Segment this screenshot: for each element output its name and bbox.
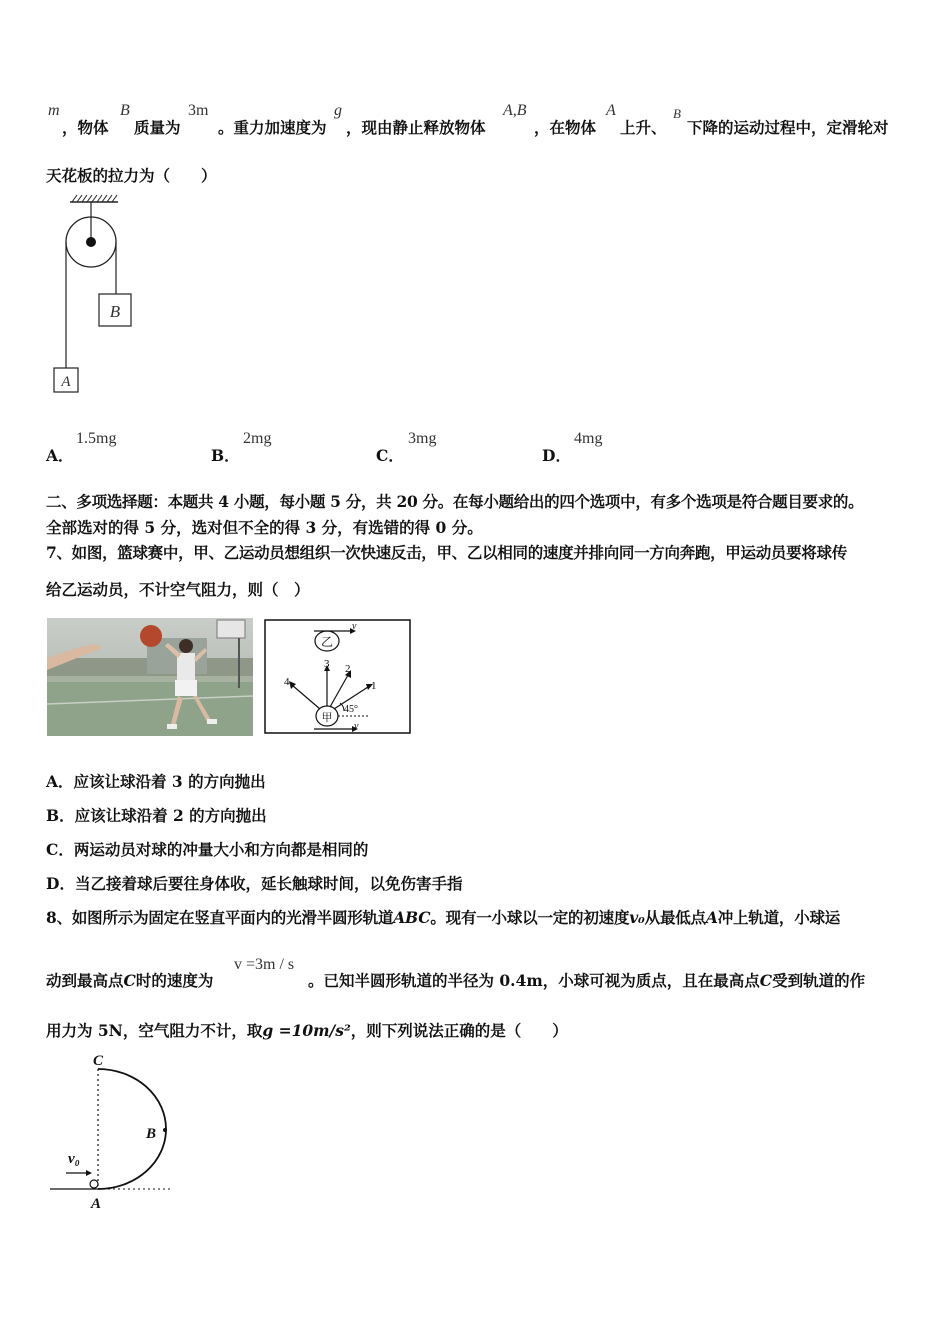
label-3: 3 <box>324 658 330 670</box>
label-4: 4 <box>284 676 290 688</box>
label-jia: 甲 <box>321 712 333 724</box>
q7-option-b[interactable]: B．应该让球沿着 2 的方向抛出 <box>46 806 267 825</box>
stem-text: 用力为 5N，空气阻力不计，取 <box>46 1021 263 1040</box>
q8-stem-line3 <box>46 1019 568 1041</box>
stem-text: 质量为 <box>134 118 181 137</box>
point-b <box>163 1128 167 1132</box>
math-m: m <box>48 102 60 119</box>
basketball-photo <box>47 618 253 736</box>
label-v-top: v <box>352 621 357 632</box>
q7-option-d[interactable]: D．当乙接着球后要往身体收，延长触球时间，以免伤害手指 <box>46 874 463 893</box>
option-value: 4mg <box>574 430 603 447</box>
label-angle: 45° <box>344 704 358 715</box>
block-a-label: A <box>61 374 71 390</box>
stem-text: 冲上轨道，小球运 <box>717 908 841 927</box>
label-1: 1 <box>371 680 377 692</box>
stem-text: 时的速度为 <box>135 971 214 990</box>
stem-text: ，则下列说法正确的是（ ） <box>350 1021 568 1040</box>
stem-text: 从最低点 <box>644 908 706 927</box>
option-letter: C． <box>376 446 404 465</box>
math-a: A <box>705 908 718 927</box>
stem-text: 。现有一小球以一定的初速度 <box>430 908 630 927</box>
stem-text: 动到最高点 <box>46 971 124 990</box>
stem-text: 。已知半圆形轨道的半径为 0.4m，小球可视为质点，且在最高点 <box>308 971 760 990</box>
label-v-bottom: v <box>354 721 359 732</box>
ball <box>90 1180 98 1188</box>
stem-text: 下降的运动过程中，定滑轮对 <box>687 118 889 137</box>
stem-text: ，在物体 <box>534 118 597 137</box>
option-letter: B． <box>211 446 240 465</box>
ceiling-hatch <box>72 195 117 202</box>
q7-option-a[interactable]: A．应该让球沿着 3 的方向抛出 <box>46 772 266 791</box>
math-3m: 3m <box>188 102 209 119</box>
math-c: C <box>123 971 136 990</box>
stem-text: 受到轨道的作 <box>772 971 866 990</box>
label-yi: 乙 <box>320 635 334 649</box>
label-v0: v₀ <box>68 1151 80 1167</box>
velocity-diagram <box>264 619 412 735</box>
section2-title: 二、多项选择题：本题共 4 小题，每小题 5 分，共 20 分。在每小题给出的四个选项中，有多个选项是符合题目要求的。 <box>46 492 864 511</box>
math-b: B <box>120 102 130 119</box>
option-letter: A． <box>46 446 74 465</box>
label-a: A <box>91 1196 102 1212</box>
label-b: B <box>146 1126 157 1142</box>
section2-rule: 全部选对的得 5 分，选对但不全的得 3 分，有选错的得 0 分。 <box>46 518 483 537</box>
stem-text: ，物体 <box>62 118 109 137</box>
option-value: 1.5mg <box>76 430 117 447</box>
math-a: A <box>606 102 616 119</box>
math-c2: C <box>759 971 773 990</box>
math-v0: v₀ <box>629 908 645 927</box>
option-value: 3mg <box>408 430 437 447</box>
math-g: g <box>334 102 342 119</box>
math-v-eq: v =3m / s <box>234 956 295 973</box>
semicircle-track-figure <box>46 1048 181 1214</box>
option-value: 2mg <box>243 430 272 447</box>
q7-stem-line1: 7、如图，篮球赛中，甲、乙运动员想组织一次快速反击，甲、乙以相同的速度并排向同一方向奔跑，甲运动员要将球传 <box>46 543 847 562</box>
q6-stem-line2: 天花板的拉力为（ ） <box>46 166 217 185</box>
math-abc: ABC <box>393 908 431 927</box>
stem-text: 。重力加速度为 <box>218 118 327 137</box>
stem-text: 8、如图所示为固定在竖直平面内的光滑半圆形轨道 <box>46 908 394 927</box>
option-letter: D． <box>542 446 571 465</box>
math-b2: B <box>673 106 681 121</box>
q8-stem-line1 <box>46 906 840 928</box>
stem-text: 上升、 <box>620 118 667 137</box>
q6-options <box>46 430 666 464</box>
q8-stem-line2 <box>46 956 916 992</box>
label-2: 2 <box>345 663 351 675</box>
q7-option-c[interactable]: C．两运动员对球的冲量大小和方向都是相同的 <box>46 840 369 859</box>
stem-text: ，现由静止释放物体 <box>346 118 486 137</box>
math-ab: A,B <box>503 102 527 119</box>
pulley-axle <box>86 237 96 247</box>
pulley-figure <box>46 192 146 402</box>
block-b-label: B <box>109 302 121 321</box>
label-c: C <box>93 1053 104 1069</box>
math-g-eq: g =10m/s² <box>262 1021 351 1040</box>
q7-stem-line2: 给乙运动员，不计空气阻力，则（ ） <box>46 580 310 599</box>
